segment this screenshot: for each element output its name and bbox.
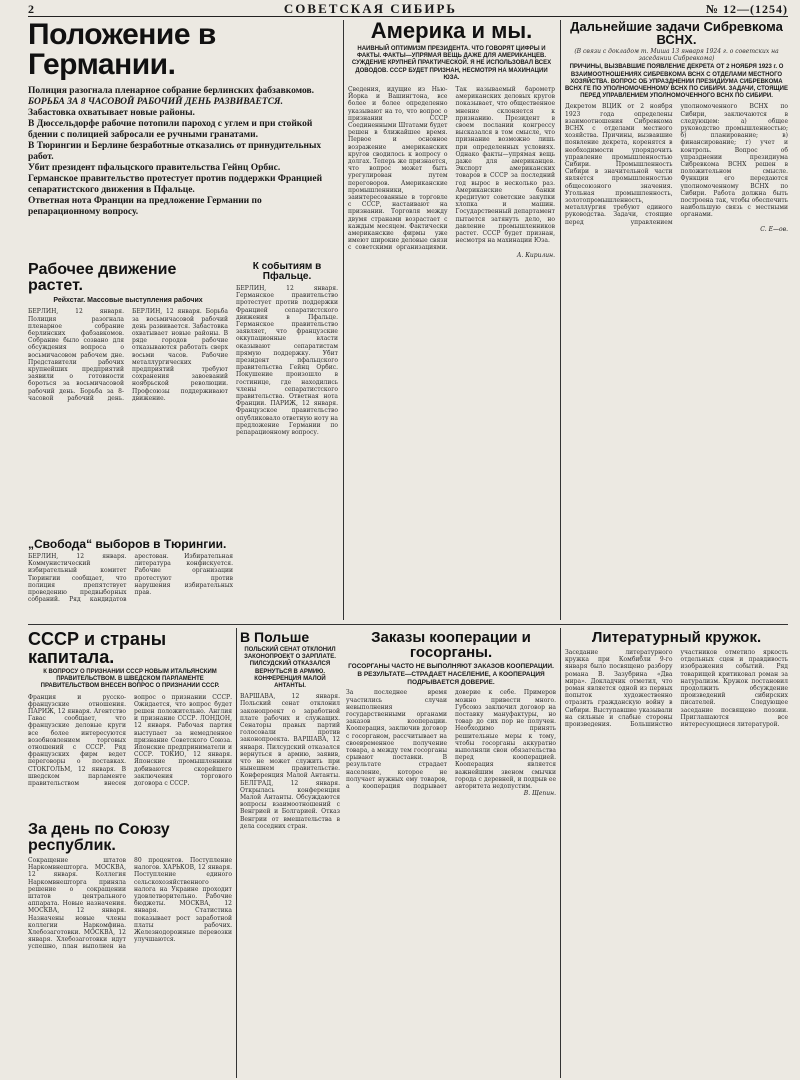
- labor-section: [28, 262, 228, 532]
- germany-section: [28, 20, 336, 260]
- day-headline: За день по Союзу республик.: [28, 822, 170, 854]
- ussr-headline: СССР и страны капитала.: [28, 630, 167, 667]
- germany-lead-7: Ответная нота Франции на предложение Германии по репарационному вопросу.: [28, 196, 262, 217]
- labor-subtitle: Рейхстаг. Массовые выступления рабочих: [53, 297, 203, 304]
- day-section: [28, 822, 232, 1078]
- america-subtitle: НАИВНЫЙ ОПТИМИЗМ ПРЕЗИДЕНТА. ЧТО ГОВОРЯТ ЦИФРЫ И ФАКТЫ. ФАКТЫ—УПРЯМАЯ ВЕЩЬ ДАЖЕ ДЛЯ АМЕРИКАНЦЕВ. СУЖДЕНИЕ КРУПНЕЙ ПРАКТИЧЕСКОЙ. Я НЕ ИСПОЛЬЗОВАЛ ВСЕХ ДОВОДОВ. СССР БУДЕТ ПРИЗНАН, НЕСМОТРЯ НА МАХИНАЦИИ ЮЗА.: [351, 46, 552, 81]
- labor-headline: Рабочее движение растет.: [28, 262, 177, 294]
- ussr-subtitle: К ВОПРОСУ О ПРИЗНАНИИ СССР НОВЫМ ИТАЛЬЯНСКИМ ПРАВИТЕЛЬСТВОМ. В ШВЕДСКОМ ПАРЛАМЕНТЕ ПРАВИТЕЛЬСТВОМ ВНЕСЕН ВОПРОС О ПРИЗНАНИИ СССР.: [40, 669, 220, 690]
- poland-subtitle: ПОЛЬСКИЙ СЕНАТ ОТКЛОНИЛ ЗАКОНОПРОЕКТ О ЗАРПЛАТЕ. ПИЛСУДСКИЙ ОТКАЗАЛСЯ ВЕРНУТЬСЯ В АРМИЮ. КОНФЕРЕНЦИЯ МАЛОЙ АНТАНТЫ.: [244, 647, 336, 689]
- pfalz-headline: К событиям в Пфальце.: [252, 262, 322, 282]
- zakazy-signature: В. Щепин.: [523, 790, 556, 798]
- america-signature: А. Кирилин.: [516, 251, 555, 259]
- sibrevkom-signature: С. Е—ов.: [760, 225, 788, 233]
- pfalz-section: [236, 262, 338, 622]
- issue-number: № 12—(1254): [705, 1, 788, 16]
- page-number: 2: [28, 1, 35, 16]
- day-body: Сокращение штатов Наркомвнешторга. МОСКВА, 12 января. Коллегия Наркомвнешторга приняла решение о сокращении штатов центрального аппарата. Новые назначения. МОСКВА, 12 января. Назначены новые члены коллегии Наркомфина. Хлебозаготовки. МОСКВА, 12 января. Хлебозаготовки идут успешно, план выполнен на 80 процентов. Поступление налогов. ХАРЬКОВ, 12 января. Поступление единого сельскохозяйственного налога на Украине проходит удовлетворительно. Рабочие бюджеты. МОСКВА, 12 января. Статистика показывает рост заработной платы рабочих. Железнодорожные перевозки улучшаются.: [28, 857, 232, 951]
- pfalz-body: БЕРЛИН, 12 января. Германское правительство протестует против поддержки Францией сепаратистского движения в Пфальце. Германское правительство заявляет, что французские оккупационные власти оказывают сепаратистам прямую поддержку. Убит президент пфальцского правительства Гейнц Орбис. Покушение произошло в гостинице, где находились члены сепаратистского правительства. Ответная нота Франции. ПАРИЖ, 12 января. Французское правительство опубликовало ответную ноту на предложение Германии по репарационному вопросу.: [236, 285, 338, 437]
- sibrevkom-headline: Дальнейшие задачи Сибревкома ВСНХ.: [570, 20, 783, 47]
- poland-section: [240, 630, 340, 1078]
- masthead: [28, 2, 788, 17]
- poland-body: ВАРШАВА, 12 января. Польский сенат отклонил законопроект о заработной плате рабочих и служащих. Сенаторы правых партий голосовали против законопроекта. ВАРШАВА, 12 января. Пилсудский отказался вернуться в армию, заявив, что не может служить при нынешнем правительстве. Конференция Малой Антанты. БЕЛГРАД, 12 января. Открылась конференция Малой Антанты. Обсуждаются вопросы взаимоотношений с Венгрией и Болгарией. Отказ Венгрии от вмешательства в дела соседних стран.: [240, 693, 340, 830]
- svoboda-body: БЕРЛИН, 12 января. Коммунистический избирательный комитет Тюрингии сообщает, что полиция препятствует проведению предвыборных собраний. Ряд кандидатов арестован. Избирательная литература конфискуется. Рабочие организации протестуют против нарушения избирательных прав.: [28, 553, 233, 604]
- ussr-section: [28, 630, 232, 818]
- america-headline: Америка и мы.: [370, 20, 533, 43]
- america-section: [348, 20, 555, 620]
- svoboda-section: [28, 538, 233, 622]
- literary-section: [565, 630, 788, 1078]
- poland-headline: В Польше: [240, 630, 310, 645]
- literary-headline: Литературный кружок.: [591, 630, 762, 646]
- sibrevkom-bold: ПРИЧИНЫ, ВЫЗВАВШИЕ ПОЯВЛЕНИЕ ДЕКРЕТА ОТ 2 НОЯБРЯ 1923 г. О ВЗАИМООТНОШЕНИЯХ СИБРЕВКОМА ВСНХ С ОТДЕЛАМИ МЕСТНОГО ХОЗЯЙСТВА. ВОПРОС ОБ УПРАЗДНЕНИИ ПРЕЗИДИУМА СИБРЕВКОМА ВСНХ ГЕ ПО УПОЛНОМОЧЕННОМУ ВСНХ ПО СИБИРИ. ЗАДАЧИ, СТОЯЩИЕ ПЕРЕД УПРАВЛЕНИЕМ УПОЛНОМОЧЕННОГО ВСНХ ПО СИБИРИ.: [565, 64, 788, 100]
- sibrevkom-note: (В связи с докладом т. Миша 13 января 1924 г. о советских на заседании Сибревкома): [574, 48, 779, 63]
- ussr-body: Франция и русско-французские отношения. ПАРИЖ, 12 января. Агентство Гавас сообщает, что французские деловые круги все более интересуются возобновлением торговых отношений с СССР. Ряд французских фирм ведет переговоры о поставках. СТОКГОЛЬМ, 12 января. В шведском парламенте правительством внесен вопрос о признании СССР. Ожидается, что вопрос будет решен положительно. Англия и признание СССР. ЛОНДОН, 12 января. Рабочая партия выступает за немедленное признание Советского Союза. Японские предприниматели и СССР. ТОКИО, 12 января. Японские промышленники добиваются скорейшего заключения торгового договора с СССР.: [28, 693, 232, 787]
- germany-lead-0: Полиция разогнала пленарное собрание берлинских фабзавкомов.: [28, 86, 315, 96]
- literary-body: Заседание литературного кружка при Комбибли 9-го января было посвящено разбору романа В. Зазубрина «Два мира». Докладчик отметил, что роман является одной из первых попыток художественно отразить гражданскую войну в Сибири. Выступавшие указывали на сильные и слабые стороны произведения. Большинство участников отметило яркость отдельных сцен и правдивость изображения событий. Ряд товарищей критиковал роман за натурализм. Кружок постановил продолжить обсуждение произведений сибирских писателей. Следующее заседание посвящено поэзии. Приглашаются все интересующиеся литературой.: [565, 649, 788, 729]
- germany-lead-2: Забастовка охватывает новые районы.: [28, 108, 195, 118]
- zakazy-section: [346, 630, 556, 1078]
- labor-body: БЕРЛИН, 12 января. Полиция разогнала пленарное собрание берлинских фабзавкомов. Собрание было созвано для обсуждения вопроса о восьмичасовом рабочем дне. Представители рабочих крупнейших предприятий заявили о готовности бороться за восьмичасовой рабочий день. Борьба за 8-часовой рабочий день. БЕРЛИН, 12 января. Борьба за восьмичасовой рабочий день развивается. Забастовка охватывает новые районы. В ряде городов рабочие отказываются работать сверх восьми часов. Рабочие металлургических предприятий требуют сохранения завоеваний ноябрьской революции. Профсоюзы поддерживают движение.: [28, 308, 228, 402]
- zakazy-body: За последнее время участились случаи невыполнения государственными органами заказов кооперации. Кооперация, заключив договор с госорганом, рассчитывает на своевременное получение товара, а между тем госорганы срывают поставки. В результате страдает население, которое не получает нужных ему товаров, а кооперация подрывает доверие к себе. Примеров можно привести много. Губсоюз заключил договор на поставку мануфактуры, но товар до сих пор не получен. Необходимо принять решительные меры к тому, чтобы госорганы аккуратно выполняли свои обязательства перед кооперацией. Кооперация является важнейшим звеном смычки города с деревней, и подрыв ее авторитета недопустим.: [346, 689, 556, 791]
- zakazy-headline: Заказы кооперации и госорганы.: [371, 630, 531, 661]
- america-body: Сведения, идущие из Нью-Йорка и Вашингтона, все более и более определенно указывают на то, что вопрос о признании СССР Соединенными Штатами будет решен в ближайшее время. Первое и основное возражение американских кругов сводилось к вопросу о долгах. Теперь же признается, что вопрос может быть урегулирован путем переговоров. Американские промышленники, заинтересованные в торговле с СССР, настаивают на признании. Торговля между двумя странами возрастает с каждым месяцем. Фактически американские фирмы уже имеют широкие деловые связи с советскими организациями. Так называемый барометр американских деловых кругов показывает, что общественное мнение склоняется к признанию. Президент в своем послании конгрессу высказался в том смысле, что признание возможно лишь при определенных условиях. Однако факты—упрямая вещь даже для американцев. Экспорт американских товаров в СССР за последний год вырос в несколько раз. Американские банки кредитуют советские закупки хлопка и машин. Государственный департамент пытается затянуть дело, но давление промышленников растет. СССР будет признан, несмотря на махинации Юза.: [348, 85, 555, 252]
- germany-lead-5: Убит президент пфальцского правительства Гейнц Орбис.: [28, 163, 281, 173]
- svoboda-headline: „Свобода“ выборов в Тюрингии.: [28, 538, 227, 551]
- germany-headline: Положение в Германии.: [28, 20, 216, 81]
- zakazy-subtitle: ГОСОРГАНЫ ЧАСТО НЕ ВЫПОЛНЯЮТ ЗАКАЗОВ КООПЕРАЦИИ. В РЕЗУЛЬТАТЕ—СТРАДАЕТ НАСЕЛЕНИЕ, А КООПЕРАЦИЯ ПОДРЫВАЕТСЯ ДОВЕРИЕ.: [348, 663, 554, 686]
- germany-lead-4: В Тюрингии и Берлине безработные отказались от принудительных работ.: [28, 141, 322, 162]
- germany-lead-6: Германское правительство протестует против поддержки Францией сепаратистского движения в Пфальце.: [28, 174, 323, 195]
- germany-lead-3: В Дюссельдорфе рабочие потопили пароход с углем и при стойкой бдении с полицией забросали ее ручными гранатами.: [28, 119, 313, 140]
- germany-lead-1: БОРЬБА ЗА 8 ЧАСОВОЙ РАБОЧИЙ ДЕНЬ РАЗВИВАЕТСЯ.: [28, 97, 283, 107]
- sibrevkom-body: Декретом ВЦИК от 2 ноября 1923 года определены взаимоотношения Сибревкома ВСНХ с отделами местного хозяйства. Причины, вызвавшие появление декрета, коренятся в необходимости упорядочить управление промышленностью Сибири. Промышленность Сибири в значительной части является промышленностью общесоюзного значения. Угольная промышленность, золотопромышленность, металлургия требуют единого руководства. Задачи, стоящие перед управлением уполномоченного ВСНХ по Сибири, заключаются в следующем: а) общее руководство промышленностью; б) планирование; в) финансирование; г) учет и контроль. Вопрос об упразднении президиума Сибревкома ВСНХ решен в положительном смысле. Функции его передаются уполномоченному ВСНХ по Сибири. Работа должна быть построена так, чтобы обеспечить наибольшую связь с местными органами.: [565, 103, 788, 226]
- sibrevkom-section: [565, 20, 788, 620]
- paper-title: СОВЕТСКАЯ СИБИРЬ: [283, 1, 458, 16]
